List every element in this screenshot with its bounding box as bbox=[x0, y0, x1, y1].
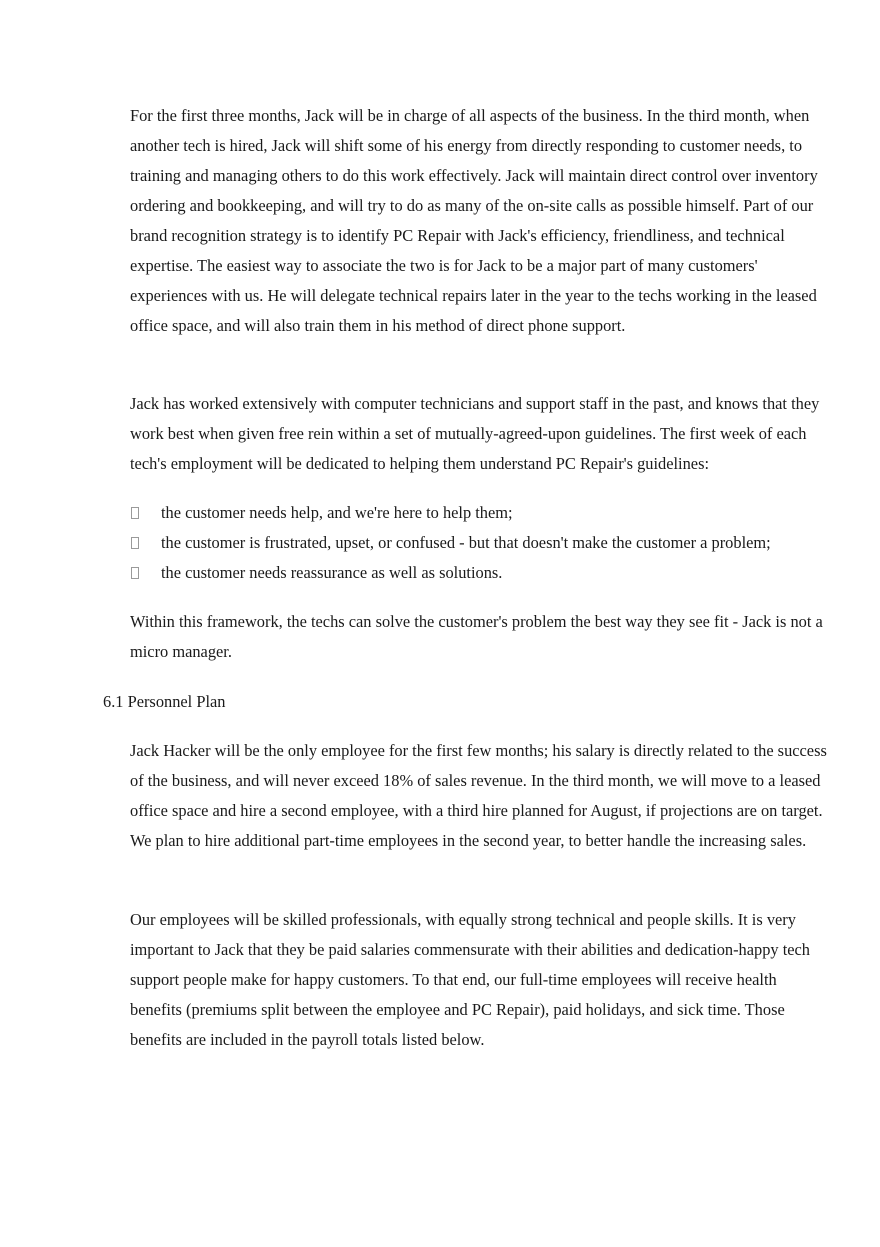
list-item-text: the customer is frustrated, upset, or confused - but that doesn't make the customer a problem; bbox=[161, 533, 771, 552]
guidelines-list bbox=[130, 498, 830, 588]
list-item-text: the customer needs help, and we're here to help them; bbox=[161, 503, 513, 522]
section-heading-personnel-plan: 6.1 Personnel Plan bbox=[103, 692, 226, 711]
bullet-box-icon bbox=[131, 537, 139, 549]
paragraph-jack-responsibilities: For the first three months, Jack will be in charge of all aspects of the business. In the third month, when another tech is hired, Jack will shift some of his energy from directly responding to customer needs, to training and managing others to do this work effectively. Jack will maintain direct control over inventory ordering and bookkeeping, and will try to do as many of the on-site calls as possible himself. Part of our brand recognition strategy is to identify PC Repair with Jack's efficiency, friendliness, and technical expertise. The easiest way to associate the two is for Jack to be a major part of many customers' experiences with us. He will delegate technical repairs later in the year to the techs working in the leased office space, and will also train them in his method of direct phone support. bbox=[130, 106, 818, 335]
paragraph-hiring-plan: Jack Hacker will be the only employee for the first few months; his salary is directly related to the success of the business, and will never exceed 18% of sales revenue. In the third month, we will move to a leased office space and hire a second employee, with a third hire planned for August, if projections are on target. We plan to hire additional part-time employees in the second year, to better handle the increasing sales. bbox=[130, 741, 827, 850]
list-item bbox=[130, 558, 830, 588]
paragraph-framework: Within this framework, the techs can solve the customer's problem the best way they see fit - Jack is not a micro manager. bbox=[130, 612, 823, 661]
paragraph-tech-guidelines: Jack has worked extensively with computer technicians and support staff in the past, and knows that they work best when given free rein within a set of mutually-agreed-upon guidelines. The first week of each tech's employment will be dedicated to helping them understand PC Repair's guidelines: bbox=[130, 394, 820, 473]
bullet-box-icon bbox=[131, 507, 139, 519]
paragraph-employee-benefits: Our employees will be skilled professionals, with equally strong technical and people skills. It is very important to Jack that they be paid salaries commensurate with their abilities and dedication-happy tech support people make for happy customers. To that end, our full-time employees will receive health benefits (premiums split between the employee and PC Repair), paid holidays, and sick time. Those benefits are included in the payroll totals listed below. bbox=[130, 910, 810, 1049]
list-item-text: the customer needs reassurance as well as solutions. bbox=[161, 563, 503, 582]
bullet-box-icon bbox=[131, 567, 139, 579]
list-item bbox=[130, 528, 830, 558]
list-item bbox=[130, 498, 830, 528]
